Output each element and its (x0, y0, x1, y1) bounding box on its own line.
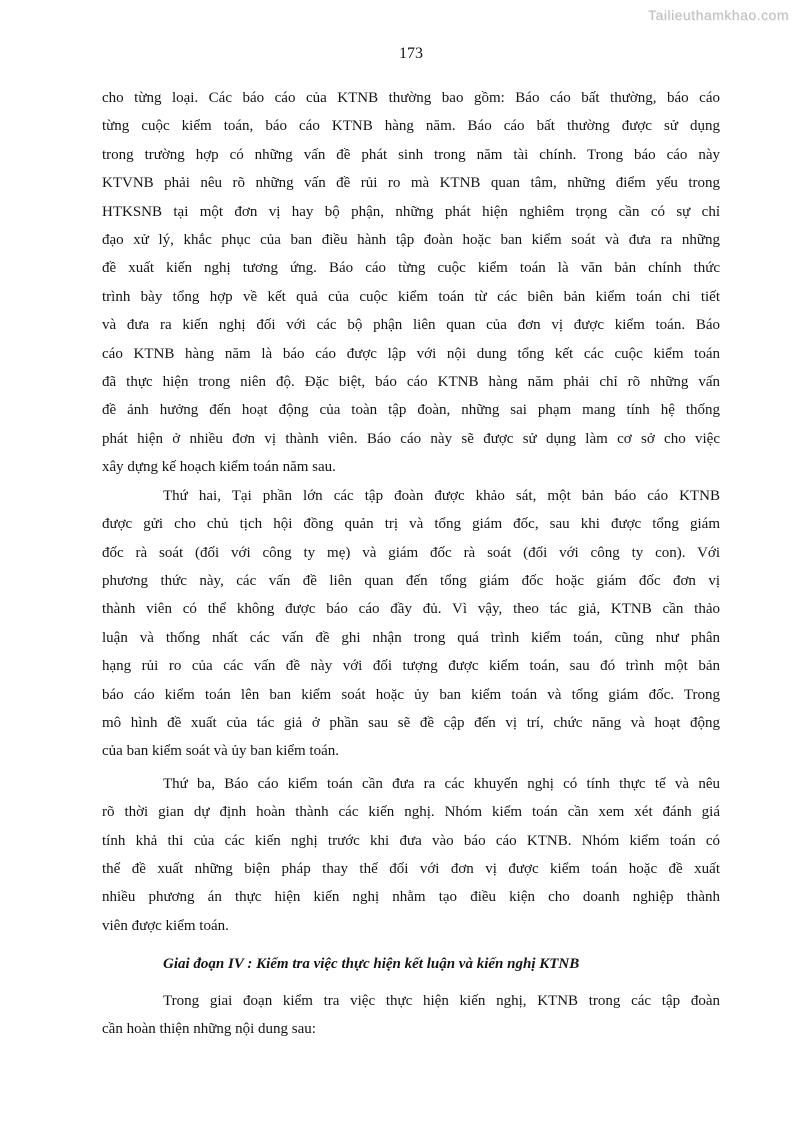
text-line: KTVNB phải nêu rõ những vấn đề rủi ro mà KTNB quan tâm, những điểm yếu trong (102, 175, 720, 192)
text-line: luận và thống nhất các vấn đề ghi nhận trong quá trình kiểm toán, cũng như phân (102, 629, 720, 646)
watermark-text: Tailieuthamkhao.com (647, 7, 789, 23)
text-line: viên được kiểm toán. (102, 917, 229, 934)
text-line: trong trường hợp có những vấn đề phát sinh trong năm tài chính. Trong báo cáo này (102, 146, 720, 163)
text-line: được gửi cho chủ tịch hội đồng quản trị và tổng giám đốc, sau khi được tổng giám (102, 516, 720, 533)
text-line: đạo xử lý, khắc phục của ban điều hành tập đoàn hoặc ban kiểm soát và đưa ra những (102, 232, 720, 249)
text-line: rõ thời gian dự định hoàn thành các kiến nghị. Nhóm kiểm toán cần xem xét đánh giá (102, 804, 720, 821)
text-line: của ban kiểm soát và ủy ban kiểm toán. (102, 743, 340, 760)
text-line: từng cuộc kiểm toán, báo cáo KTNB hàng năm. Báo cáo bất thường được sử dụng (102, 118, 720, 135)
text-line: đã thực hiện trong niên độ. Đặc biệt, báo cáo KTNB hàng năm phải chỉ rõ những vấn (102, 374, 720, 391)
paragraph (102, 84, 720, 482)
text-line: trình bày tổng hợp về kết quả của cuộc kiểm toán từ các biên bản kiểm toán chi tiết (102, 288, 720, 305)
text-line: mô hình đề xuất của tác giả ở phần sau sẽ đề cập đến vị trí, chức năng và hoạt động (102, 714, 720, 731)
text-line: tính khả thi của các kiến nghị trước khi đưa vào báo cáo KTNB. Nhóm kiểm toán có (102, 832, 720, 849)
text-line: cho từng loại. Các báo cáo của KTNB thường bao gồm: Báo cáo bất thường, báo cáo (102, 90, 720, 106)
text-line: nhiều phương án thực hiện kiến nghị nhằm tạo điều kiện cho doanh nghiệp thành (102, 889, 720, 906)
text-line: hạng rủi ro của các vấn đề này với đối tượng được kiểm toán, sau đó trình một bản (102, 658, 720, 675)
text-line: thành viên có thể không được báo cáo đầy đủ. Vì vậy, theo tác giả, KTNB cần thảo (102, 601, 720, 618)
section-heading: Giai đoạn IV : Kiểm tra việc thực hiện kết luận và kiến nghị KTNB (163, 956, 580, 973)
text-line: HTKSNB tại một đơn vị hay bộ phận, những phát hiện nghiêm trọng cần có sự chỉ (102, 203, 720, 220)
text-line: cần hoàn thiện những nội dung sau: (102, 1021, 316, 1037)
text-line: đề xuất kiến nghị tương ứng. Báo cáo từng cuộc kiểm toán là văn bản chính thức (102, 260, 720, 277)
page-number: 173 (399, 45, 423, 62)
paragraph (102, 770, 720, 940)
text-line: Trong giai đoạn kiểm tra việc thực hiện kiến nghị, KTNB trong các tập đoàn (163, 992, 720, 1009)
document-body (102, 84, 720, 1043)
text-line: đốc rà soát (đối với công ty mẹ) và giám đốc rà soát (đối với công ty con). Với (102, 544, 720, 561)
text-line: thể đề xuất những biện pháp thay thế đối với đơn vị được kiểm toán hoặc đề xuất (102, 860, 720, 877)
text-line: Thứ ba, Báo cáo kiểm toán cần đưa ra các khuyến nghị có tính thực tế và nêu (163, 775, 720, 792)
text-line: báo cáo kiểm toán lên ban kiểm soát hoặc ủy ban kiểm toán và tổng giám đốc. Trong (102, 686, 720, 703)
text-line: đề ảnh hưởng đến hoạt động của toàn tập đoàn, những sai phạm mang tính hệ thống (102, 402, 720, 419)
text-line: và đưa ra kiến nghị đối với các bộ phận liên quan của đơn vị được kiểm toán. Báo (102, 317, 720, 334)
text-line: cáo KTNB hàng năm là báo cáo được lập với nội dung tổng kết các cuộc kiểm toán (102, 345, 720, 362)
paragraph (102, 482, 720, 766)
text-line: xây dựng kế hoạch kiểm toán năm sau. (102, 459, 336, 476)
text-line: phương thức này, các vấn đề liên quan đến tổng giám đốc hoặc giám đốc đơn vị (102, 572, 720, 589)
paragraph (102, 987, 720, 1044)
text-line: Thứ hai, Tại phần lớn các tập đoàn được khảo sát, một bản báo cáo KTNB (163, 487, 720, 504)
text-line: phát hiện ở nhiều đơn vị thành viên. Báo cáo này sẽ được sử dụng làm cơ sở cho việc (102, 430, 720, 447)
